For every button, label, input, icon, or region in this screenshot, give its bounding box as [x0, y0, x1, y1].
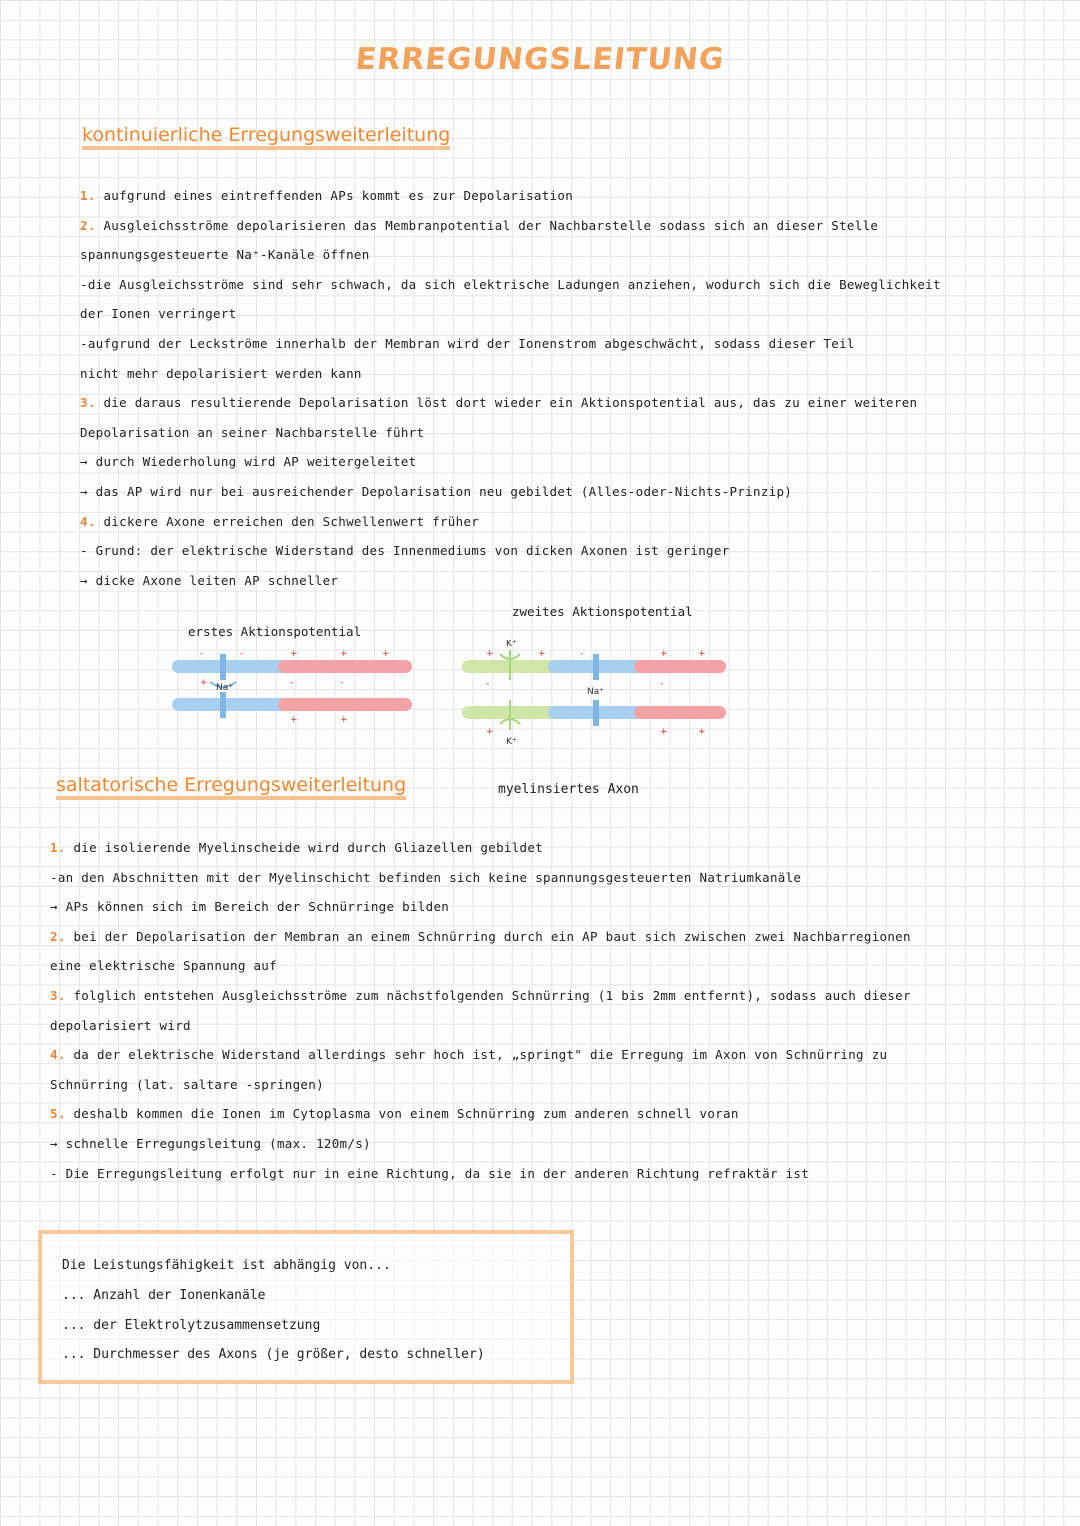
- label-first-action-potential: erstes Aktionspotential: [188, 624, 362, 639]
- text-line: [50, 1166, 809, 1181]
- line-text: Schnürring (lat. saltare -springen): [50, 1076, 324, 1092]
- line-text: Depolarisation an seiner Nachbarstelle führt: [80, 424, 425, 440]
- section-heading-continuous: kontinuierliche Erregungsweiterleitung: [82, 124, 450, 150]
- charge-sign: +: [698, 727, 706, 737]
- text-line: [50, 840, 543, 855]
- charge-sign: +: [660, 727, 668, 737]
- list-number: 5.: [50, 1106, 66, 1122]
- charge-sign: +: [698, 649, 706, 659]
- na-label-first: Na⁺: [216, 683, 233, 693]
- charge-sign: -: [240, 649, 244, 659]
- text-line: [80, 277, 941, 292]
- text-line: [50, 1106, 739, 1121]
- text-line: [80, 306, 237, 321]
- summary-line: Die Leistungsfähigkeit ist abhängig von...: [62, 1258, 391, 1273]
- line-text: -an den Abschnitten mit der Myelinschicht befinden sich keine spannungsgesteuerten Natriumkanäle: [50, 869, 802, 885]
- list-number: 4.: [80, 513, 96, 529]
- line-text: → APs können sich im Bereich der Schnürringe bilden: [50, 899, 450, 915]
- line-text: → durch Wiederholung wird AP weitergeleitet: [80, 454, 417, 470]
- charge-sign: -: [660, 679, 664, 689]
- na-label-second: Na⁺: [587, 687, 604, 697]
- line-text: spannungsgesteuerte Na⁺-Kanäle öffnen: [80, 247, 370, 263]
- text-line: [80, 514, 479, 529]
- list-number: 2.: [50, 928, 66, 944]
- summary-line: ... Anzahl der Ionenkanäle: [62, 1288, 266, 1303]
- section-heading-saltatory: saltatorische Erregungsweiterleitung: [56, 774, 406, 800]
- text-line: [80, 484, 792, 499]
- charge-sign: +: [660, 649, 668, 659]
- line-text: die isolierende Myelinscheide wird durch Gliazellen gebildet: [65, 840, 544, 855]
- line-text: eine elektrische Spannung auf: [50, 958, 277, 974]
- na-channel-bottom-2: [593, 700, 599, 726]
- na-channel-top: [220, 654, 226, 680]
- charge-sign: +: [486, 727, 494, 737]
- membrane-resting-top-2: [634, 660, 726, 673]
- charge-sign: +: [340, 649, 348, 659]
- charge-sign: +: [290, 715, 298, 725]
- line-text: deshalb kommen die Ionen im Cytoplasma von einem Schnürring zum anderen schnell voran: [65, 1106, 739, 1122]
- text-line: [80, 573, 338, 588]
- line-text: dickere Axone erreichen den Schwellenwert früher: [95, 513, 480, 529]
- text-line: [50, 988, 911, 1003]
- membrane-depolarized-top: [172, 660, 290, 673]
- text-line: [80, 336, 855, 351]
- summary-line: ... der Elektrolytzusammensetzung: [62, 1318, 321, 1333]
- line-text: die daraus resultierende Depolarisation löst dort wieder ein Aktionspotential aus, das zu einer weiteren: [95, 395, 918, 411]
- text-line: [80, 218, 878, 233]
- text-line: [80, 366, 362, 381]
- list-number: 4.: [50, 1047, 66, 1063]
- line-text: depolarisiert wird: [50, 1017, 191, 1033]
- line-text: aufgrund eines eintreffenden APs kommt es zur Depolarisation: [95, 188, 574, 203]
- text-line: [80, 188, 573, 203]
- text-line: [80, 454, 417, 469]
- subtitle-myelinated-axon: myelinsiertes Axon: [498, 782, 639, 797]
- charge-sign: +: [382, 649, 390, 659]
- charge-sign: +: [290, 649, 298, 659]
- list-number: 1.: [50, 840, 66, 855]
- membrane-resting-top: [278, 660, 412, 673]
- text-line: [50, 958, 277, 973]
- line-text: -aufgrund der Leckströme innerhalb der Membran wird der Ionenstrom abgeschwächt, sodass dieser Teil: [80, 336, 855, 351]
- line-text: - Grund: der elektrische Widerstand des Innenmediums von dicken Axonen ist geringer: [80, 543, 730, 559]
- text-line: [50, 1136, 371, 1151]
- charge-sign: +: [486, 649, 494, 659]
- text-line: [50, 1077, 324, 1092]
- membrane-depolarized-bottom: [172, 698, 290, 711]
- line-text: bei der Depolarisation der Membran an einem Schnürring durch ein AP baut sich zwischen zwei Nachbarregionen: [65, 928, 911, 944]
- line-text: folglich entstehen Ausgleichsströme zum nächstfolgenden Schnürring (1 bis 2mm entfernt), sodass auch dieser: [65, 988, 911, 1003]
- list-number: 3.: [80, 395, 96, 411]
- text-line: [80, 247, 370, 262]
- charge-sign: -: [290, 678, 294, 688]
- na-channel-top-2: [593, 654, 599, 680]
- line-text: -die Ausgleichsströme sind sehr schwach, da sich elektrische Ladungen anziehen, wodurch sich die Beweglichkeit: [80, 276, 941, 292]
- label-second-action-potential: zweites Aktionspotential: [512, 604, 693, 619]
- text-line: [50, 1047, 887, 1062]
- k-label-top: K⁺: [506, 640, 517, 649]
- charge-sign: -: [340, 678, 344, 688]
- charge-sign: -: [200, 649, 204, 659]
- k-label-bottom: K⁺: [506, 737, 517, 747]
- line-text: Ausgleichsströme depolarisieren das Membranpotential der Nachbarstelle sodass sich an dieser Stelle: [95, 217, 879, 233]
- diagram-second: [462, 640, 726, 747]
- charge-sign: +: [200, 678, 208, 688]
- charge-sign: +: [340, 715, 348, 725]
- line-text: der Ionen verringert: [80, 306, 237, 322]
- text-line: [50, 1018, 191, 1033]
- list-number: 1.: [80, 188, 96, 203]
- charge-sign: +: [538, 649, 546, 659]
- text-line: [50, 929, 911, 944]
- line-text: → das AP wird nur bei ausreichender Depolarisation neu gebildet (Alles-oder-Nichts-Prinzip): [80, 484, 793, 499]
- text-line: [50, 870, 801, 885]
- membrane-resting-bottom-2: [634, 706, 726, 719]
- text-line: [80, 425, 424, 440]
- list-number: 2.: [80, 217, 96, 233]
- charge-sign: -: [486, 679, 490, 689]
- line-text: → schnelle Erregungsleitung (max. 120m/s): [50, 1136, 371, 1151]
- line-text: nicht mehr depolarisiert werden kann: [80, 365, 362, 381]
- line-text: → dicke Axone leiten AP schneller: [80, 572, 339, 588]
- summary-line: ... Durchmesser des Axons (je größer, desto schneller): [62, 1347, 485, 1362]
- charge-sign: -: [580, 649, 584, 659]
- text-line: [50, 899, 449, 914]
- text-line: [80, 395, 917, 410]
- na-channel-bottom: [220, 692, 226, 718]
- membrane-resting-bottom: [278, 698, 412, 711]
- page-title: ERREGUNGSLEITUNG: [353, 42, 727, 77]
- text-line: [80, 543, 730, 558]
- axon-diagram: [160, 640, 760, 760]
- diagram-first: [172, 649, 412, 725]
- list-number: 3.: [50, 988, 66, 1003]
- line-text: - Die Erregungsleitung erfolgt nur in eine Richtung, da sie in der anderen Richtung refraktär ist: [50, 1165, 810, 1181]
- summary-box: [38, 1230, 574, 1384]
- line-text: da der elektrische Widerstand allerdings sehr hoch ist, „springt" die Erregung im Axon von Schnürring zu: [65, 1047, 888, 1063]
